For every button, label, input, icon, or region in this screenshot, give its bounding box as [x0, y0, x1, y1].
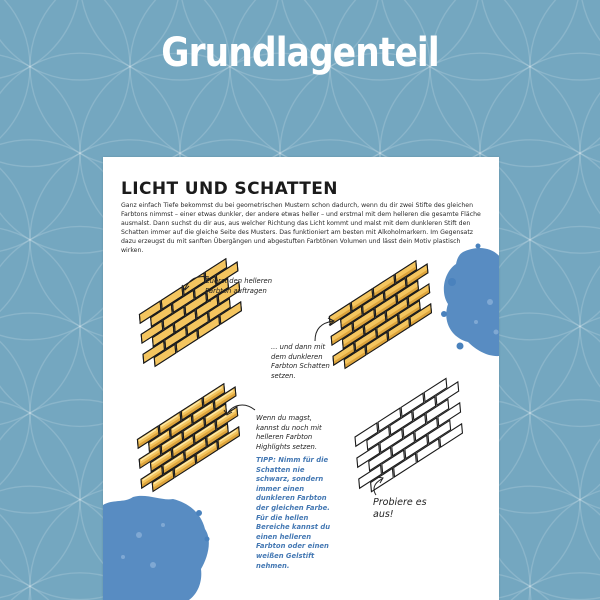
- curved-arrow-icon: [223, 402, 257, 422]
- page-heading: LICHT UND SCHATTEN: [121, 179, 338, 199]
- paint-splash-bottom-left: [103, 495, 213, 600]
- note-step1: Zuerst den helleren Farbton auftragen ...: [205, 277, 273, 304]
- note-step2: ... und dann mit dem dunkleren Farbton Schatten setzen.: [271, 343, 330, 380]
- curved-arrow-icon: [368, 475, 388, 497]
- note-step3: Wenn du magst, kannst du noch mit helleren Farbton Highlights setzen.: [256, 414, 322, 451]
- curved-arrow-icon: [311, 317, 337, 343]
- brick-pattern-empty: [343, 385, 468, 497]
- header-title: Grundlagenteil: [161, 30, 439, 76]
- try-it-label: Probiere es aus!: [373, 497, 427, 520]
- workbook-page: [103, 157, 499, 600]
- curved-arrow-icon: [181, 273, 211, 295]
- intro-text: Ganz einfach Tiefe bekommst du bei geometrischen Mustern schon dadurch, wenn du dir zwei Stifte des gleichen Farbtons nimmst – einer etwas dunkler, der andere etwas heller – und erstmal mit dem helleren die gesamte Fläche ausmalst. Dann suchst du dir aus, aus welcher Richtung das Licht kommt und malst mit dem dunkleren Stift den Schatten immer auf die gleiche Seite des Musters. Das funktioniert am besten mit Alkoholmarkern. Im Gegensatz dazu erzeugst du mit sanften Übergängen und abgestuften Farbtönen Volumen und lässt dein Motiv plastisch wirken.: [121, 202, 481, 254]
- tip-text: TIPP: Nimm für die Schatten nie schwarz, sondern immer einen dunkleren Farbton der gleichen Farbe. Für die hellen Bereiche kannst du einen helleren Farbton oder einen weißen Gelstift nehmen.: [256, 456, 331, 570]
- paint-splash-top-right: [438, 242, 499, 362]
